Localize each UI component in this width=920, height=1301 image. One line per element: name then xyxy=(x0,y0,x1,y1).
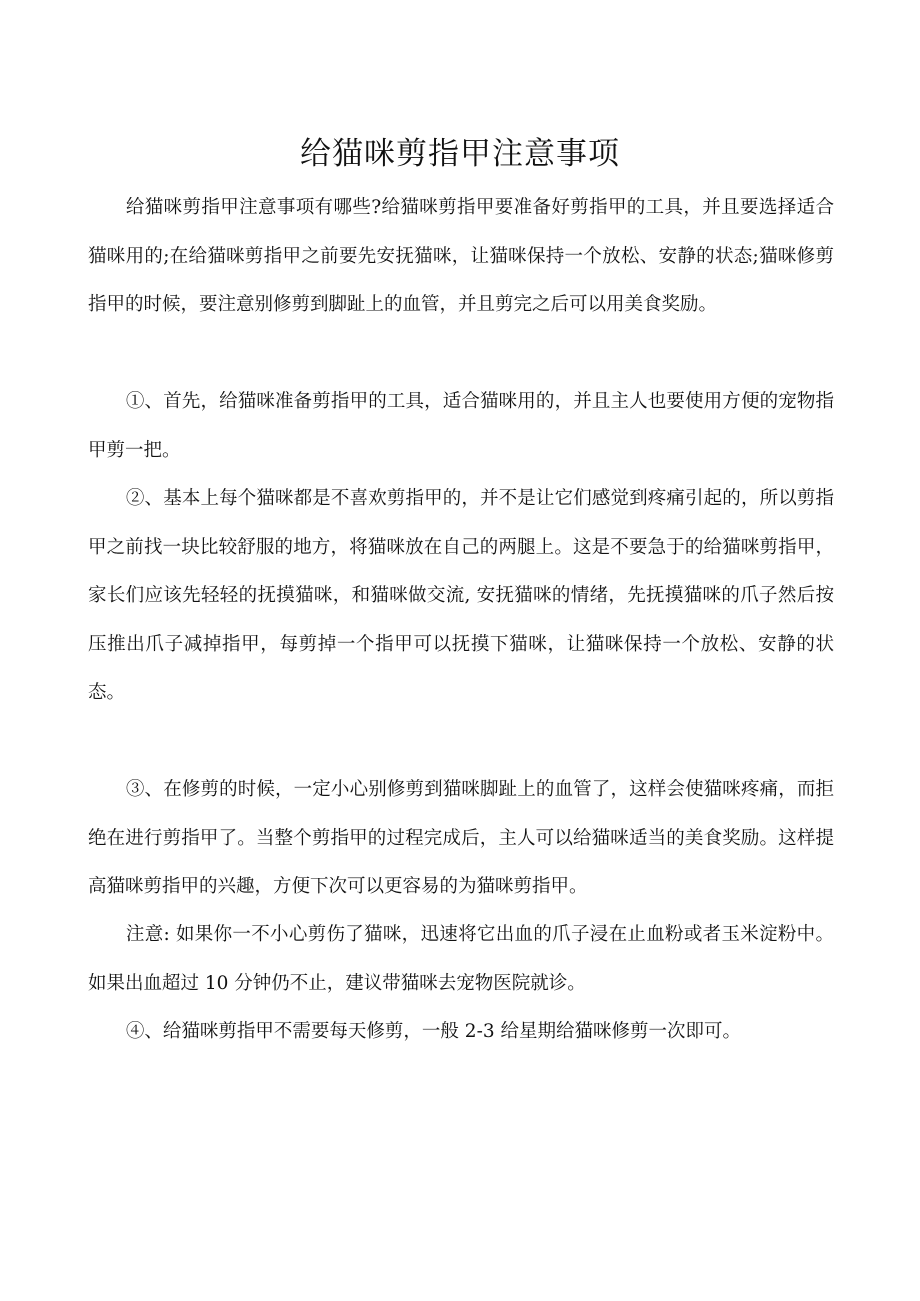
note-paragraph: 注意: 如果你一不小心剪伤了猫咪，迅速将它出血的爪子浸在止血粉或者玉米淀粉中。如果出血超过 10 分钟仍不止，建议带猫咪去宠物医院就诊。 xyxy=(88,924,834,994)
step-1-paragraph: ①、首先，给猫咪准备剪指甲的工具，适合猫咪用的，并且主人也要使用方便的宠物指甲剪一把。 xyxy=(88,391,834,461)
step-3-paragraph: ③、在修剪的时候，一定小心别修剪到猫咪脚趾上的血管了，这样会使猫咪疼痛，而拒绝在进行剪指甲了。当整个剪指甲的过程完成后，主人可以给猫咪适当的美食奖励。这样提高猫咪剪指甲的兴趣，方便下次可以更容易的为猫咪剪指甲。 xyxy=(88,779,834,897)
document-title: 给猫咪剪指甲注意事项 xyxy=(300,136,620,172)
step-4-paragraph: ④、给猫咪剪指甲不需要每天修剪，一般 2-3 给星期给猫咪修剪一次即可。 xyxy=(125,1021,741,1042)
step-2-paragraph: ②、基本上每个猫咪都是不喜欢剪指甲的，并不是让它们感觉到疼痛引起的，所以剪指甲之前找一块比较舒服的地方，将猫咪放在自己的两腿上。这是不要急于的给猫咪剪指甲，家长们应该先轻轻的抚摸猫咪，和猫咪做交流, 安抚猫咪的情绪，先抚摸猫咪的爪子然后按压推出爪子减掉指甲，每剪掉一个指甲可以抚摸下猫咪，让猫咪保持一个放松、安静的状态。 xyxy=(88,488,834,703)
intro-paragraph: 给猫咪剪指甲注意事项有哪些?给猫咪剪指甲要准备好剪指甲的工具，并且要选择适合猫咪用的;在给猫咪剪指甲之前要先安抚猫咪，让猫咪保持一个放松、安静的状态;猫咪修剪指甲的时候，要注意别修剪到脚趾上的血管，并且剪完之后可以用美食奖励。 xyxy=(88,197,834,315)
